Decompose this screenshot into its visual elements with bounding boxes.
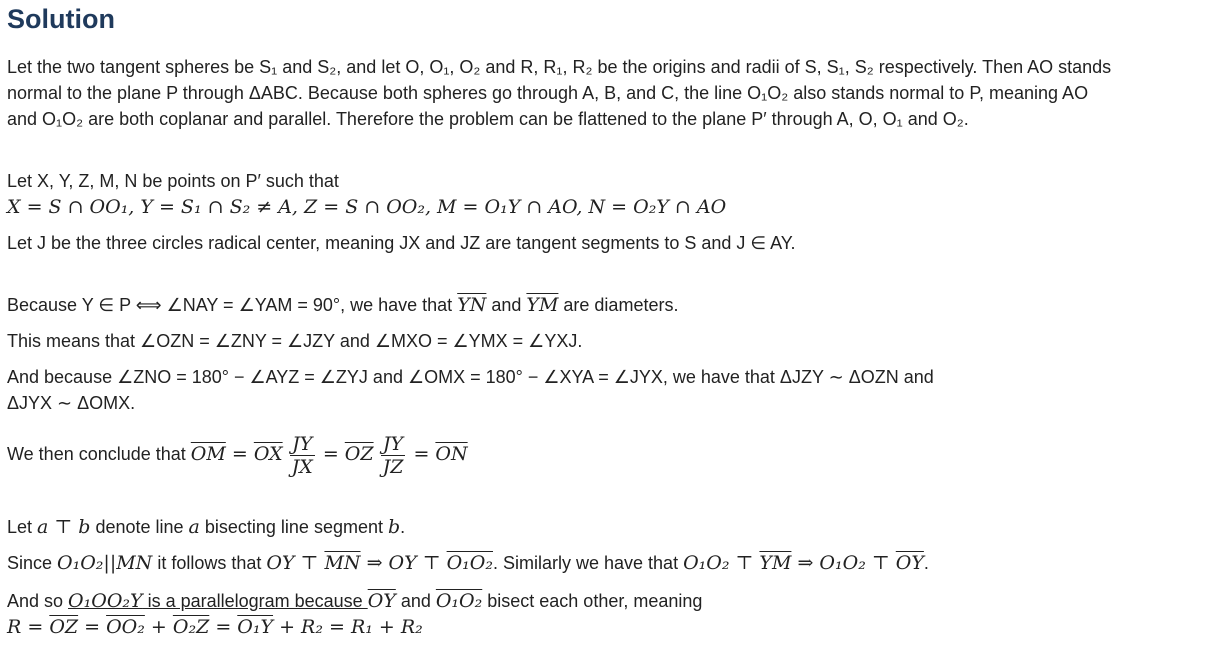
since-math-1: O₁O₂||MN [57,552,153,574]
because-line [7,292,678,318]
denote-text-a: Let [7,517,38,537]
fraction-2-denominator: JZ [382,455,404,478]
final-d: = [209,616,238,638]
segment-mn: $\overline{MN}$ [324,552,361,574]
page-title: Solution [7,4,115,34]
denote-var-a: a [188,516,200,538]
and-because-line-1: And because ∠ZNO = 180° − ∠AYZ = ∠ZYJ and ∠OMX = 180° − ∠XYA = ∠JYX, we have that ΔJZY ∼ ΔOZN and [7,367,934,387]
final-a: R = [7,616,50,638]
fraction-jy-jz [381,433,406,478]
segment-on: $\overline{ON}$ [435,443,468,465]
equals-2: = [316,443,345,465]
segment-oo2: OO₂ [106,616,145,638]
denote-text-d: . [400,517,406,537]
since-math-2: OY ⊤ [266,552,325,574]
since-math-4: O₁O₂ ⊤ [683,552,760,574]
segment-o1y: O₁Y [237,616,274,638]
final-equation [7,614,423,640]
segment-oz-2: $\overline{OZ}$ [49,616,79,638]
conclusion-line [7,428,468,480]
segment-o1o2: O₁O₂ [446,552,493,574]
points-intro: Let X, Y, Z, M, N be points on P′ such that [7,171,339,191]
since-text-d: . [923,553,929,573]
final-c: + [144,616,173,638]
and-so-line [7,588,702,614]
since-math-5: ⇒ O₁O₂ ⊤ [791,552,896,574]
denote-var-b: b [387,516,401,538]
segment-oy: $\overline{OY}$ [895,552,924,574]
segment-ym-2: $\overline{YM}$ [759,552,792,574]
since-line [7,550,929,576]
since-text-b: it follows that [152,553,267,573]
fraction-2-numerator: JY [382,432,404,455]
final-e: + R₂ = R₁ + R₂ [273,616,423,638]
fraction-1-numerator: JY [292,432,313,455]
denote-math: a ⊤ b [37,516,91,538]
fraction-1-denominator: JX [291,455,313,478]
andso-text-c: and [395,591,436,611]
paragraph-line-3: and O₁O₂ are both coplanar and parallel. Therefore the problem can be flattened to the plane P′ through A, O, O₁ and O₂. [7,109,969,129]
paragraph-line-2: normal to the plane P through ΔABC. Because both spheres go through A, B, and C, the line O₁O₂ also stands normal to P, meaning AO [7,83,1089,103]
points-formula: X = S ∩ OO₁, Y = S₁ ∩ S₂ ≠ A, Z = S ∩ OO₂, M = O₁Y ∩ AO, N = O₂Y ∩ AO [7,196,727,218]
fraction-jy-jx [290,433,315,478]
paragraph-line-1: Let the two tangent spheres be S₁ and S₂, and let O, O₁, O₂ and R, R₁, R₂ be the origins and radii of S, S₁, S₂ respectively. Then AO stands [7,57,1112,77]
since-text-c: . Similarly we have that [493,553,684,573]
segment-ox: $\overline{OX}$ [253,443,283,465]
segment-oz: $\overline{OZ}$ [344,443,374,465]
andso-text-a: And so [7,591,69,611]
radical-center-line: Let J be the three circles radical center, meaning JX and JZ are tangent segments to S and J ∈ AY. [7,233,796,253]
segment-oy-2: $\overline{OY}$ [367,590,396,612]
equals-3: = [407,443,436,465]
because-and: and [486,295,527,315]
denote-text-b: denote line [90,517,189,537]
andso-text-b: is a parallelogram because [142,591,368,611]
and-because-line-2: ΔJYX ∼ ΔOMX. [7,393,136,413]
segment-yn: $\overline{YN}$ [457,294,487,316]
parallelogram-name: O₁OO₂Y [68,590,143,612]
because-text-b: are diameters. [558,295,679,315]
since-text-a: Since [7,553,58,573]
conclusion-text: We then conclude that [7,444,191,464]
segment-om: $\overline{OM}$ [190,443,226,465]
equals-1: = [225,443,254,465]
andso-text-d: bisect each other, meaning [482,591,703,611]
segment-ym: $\overline{YM}$ [526,294,559,316]
denote-text-c: bisecting line segment [199,517,388,537]
because-text-a: Because Y ∈ P ⟺ ∠NAY = ∠YAM = 90°, we have that [7,295,458,315]
segment-o1o2-2: O₁O₂ [435,590,483,612]
segment-o2z: O₂Z [172,616,210,638]
since-math-3: ⇒ OY ⊤ [360,552,447,574]
final-b: = [78,616,107,638]
denote-line [7,514,405,540]
means-line: This means that ∠OZN = ∠ZNY = ∠JZY and ∠MXO = ∠YMX = ∠YXJ. [7,331,583,351]
